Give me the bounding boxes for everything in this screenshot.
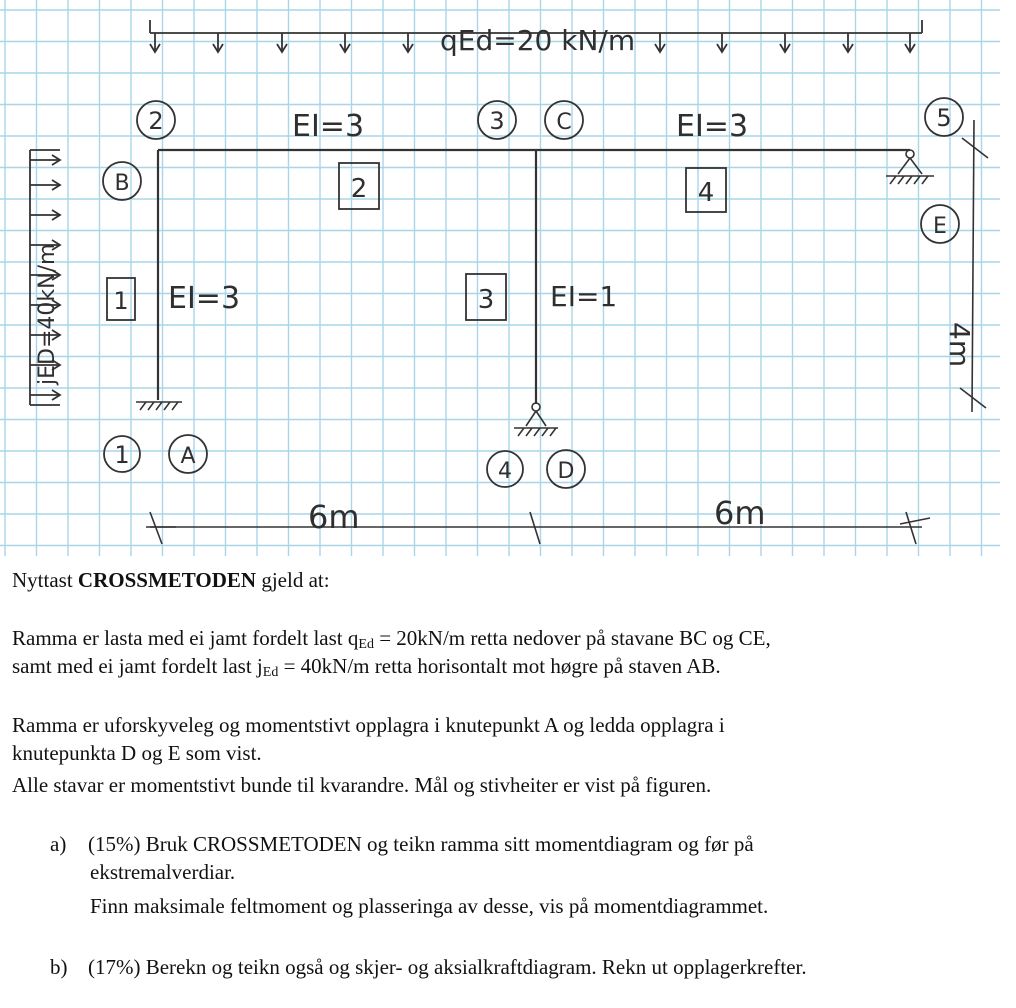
task-a-label: a) xyxy=(50,832,67,856)
node-5-label: 5 xyxy=(936,104,952,132)
member-1-label: 1 xyxy=(113,287,129,315)
paragraph-2-line-2: knutepunkta D og E som vist. xyxy=(12,741,262,765)
support-b-label: B xyxy=(114,171,130,196)
node-4-label: 4 xyxy=(498,459,512,484)
intro-line xyxy=(12,566,330,594)
stiffness-ce: EI=3 xyxy=(676,109,749,144)
p1-l2-a: samt med ei jamt fordelt last j xyxy=(12,654,263,678)
member-3-label: 3 xyxy=(477,285,495,315)
paragraph-1-line-2 xyxy=(12,652,721,684)
support-d-label: D xyxy=(557,459,575,484)
p1-l2-sub: Ed xyxy=(262,665,279,680)
task-a-line-3: Finn maksimale feltmoment og plasseringa av desse, vis på momentdiagrammet. xyxy=(90,894,769,918)
p1-l1-sub: Ed xyxy=(358,637,374,652)
task-a-line-2: ekstremalverdiar. xyxy=(90,860,236,884)
node-1-label: 1 xyxy=(114,441,130,469)
support-a-label: A xyxy=(180,444,196,469)
support-e-label: E xyxy=(933,214,947,239)
intro-tail: gjeld at: xyxy=(256,568,330,592)
paragraph-2-line-3: Alle stavar er momentstivt bunde til kvarandre. Mål og stivheiter er vist på figuren. xyxy=(12,773,712,797)
p1-l2-b: = 40kN/m retta horisontalt mot høgre på staven AB. xyxy=(278,654,721,678)
stiffness-cd: EI=1 xyxy=(550,280,618,313)
stiffness-bc: EI=3 xyxy=(292,109,365,144)
load-q-label: qEd=20 kN/m xyxy=(440,24,636,57)
p1-l1-a: Ramma er lasta med ei jamt fordelt last q xyxy=(12,626,359,650)
frame-structure xyxy=(158,150,910,404)
node-2-label: 2 xyxy=(148,107,164,135)
load-j-label: jED=40kN/m xyxy=(35,243,60,385)
dimension-line-vertical xyxy=(960,120,988,412)
intro-plain: Nyttast xyxy=(12,568,78,592)
task-b-line-1: (17%) Berekn og teikn også og skjer- og aksialkraftdiagram. Rekn ut opplagerkrefter. xyxy=(88,955,807,979)
dimension-right: 6m xyxy=(714,494,766,532)
task-b xyxy=(50,953,807,981)
intro-bold: CROSSMETODEN xyxy=(77,568,257,592)
dimension-height: 4m xyxy=(943,322,976,368)
paragraph-2-line-1: Ramma er uforskyveleg og momentstivt opplagra i knutepunkt A og ledda opplagra i xyxy=(12,713,725,737)
node-3-label: 3 xyxy=(489,107,505,135)
member-4-label: 4 xyxy=(697,178,715,208)
dimension-line-horizontal xyxy=(146,512,930,544)
task-a xyxy=(50,830,769,918)
stiffness-ab: EI=3 xyxy=(168,281,241,316)
support-c-label: C xyxy=(556,110,572,135)
dimension-left: 6m xyxy=(308,498,360,536)
task-a-line-1: (15%) Bruk CROSSMETODEN og teikn ramma sitt momentdiagram og før på xyxy=(88,832,754,856)
p1-l1-b: = 20kN/m retta nedover på stavane BC og CE, xyxy=(373,626,771,650)
member-2-label: 2 xyxy=(350,174,368,204)
fixed-support-a xyxy=(136,402,182,410)
task-b-label: b) xyxy=(50,955,68,979)
